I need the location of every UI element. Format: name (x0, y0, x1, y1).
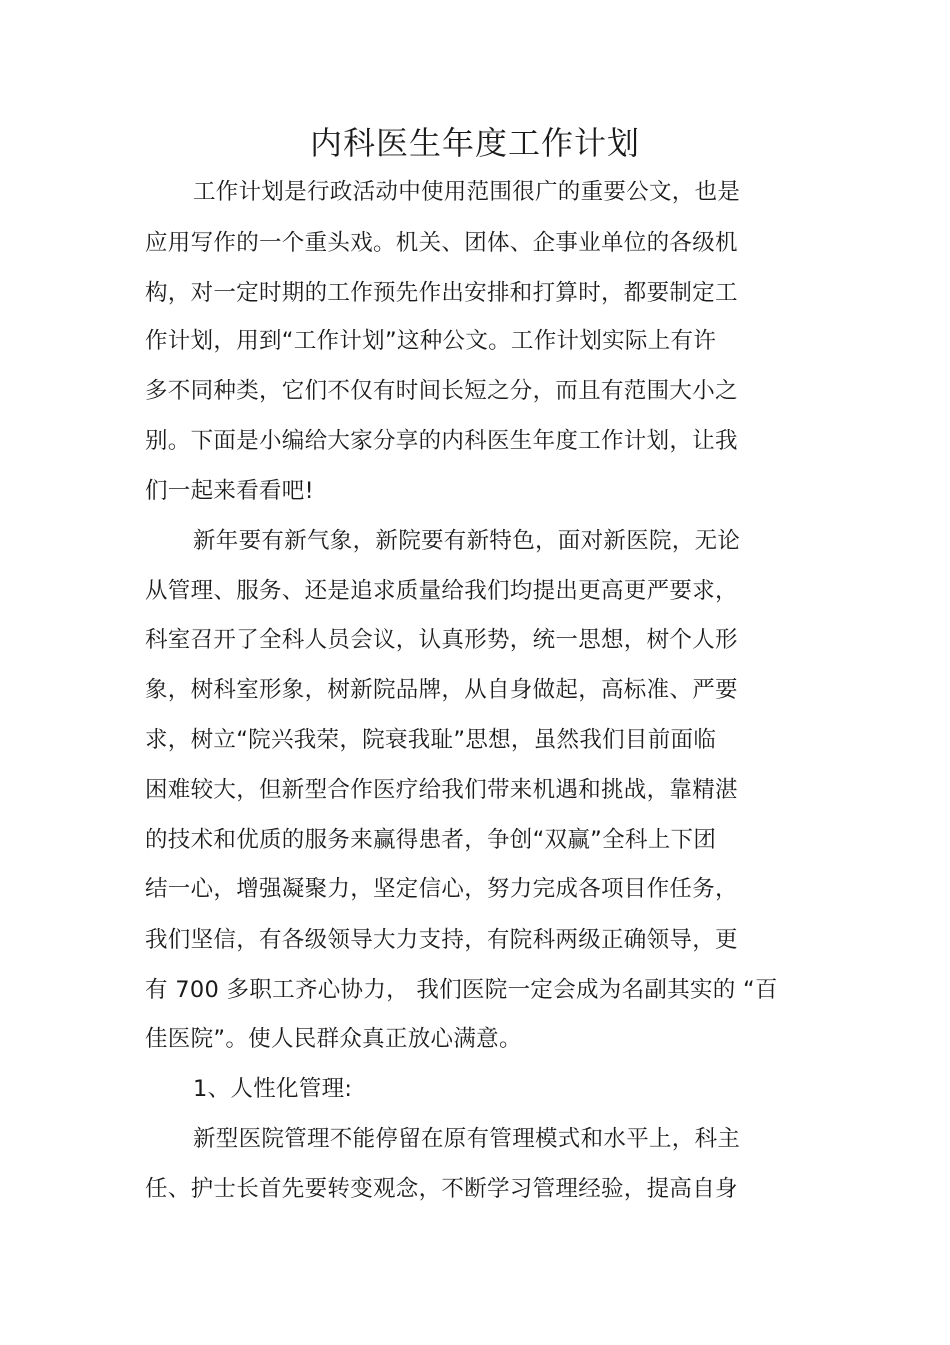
paragraph-line: 任、护士长首先要转变观念，不断学习管理经验，提高自身 (145, 1176, 738, 1202)
paragraph-line: 困难较大，但新型合作医疗给我们带来机遇和挑战，靠精湛 (145, 777, 738, 803)
paragraph-line: 有 700 多职工齐心协力， 我们医院一定会成为名副其实的 “百 (145, 977, 778, 1003)
paragraph-line: 应用写作的一个重头戏。机关、团体、企事业单位的各级机 (145, 230, 738, 256)
paragraph-line: 作计划，用到“工作计划”这种公文。工作计划实际上有许 (145, 328, 717, 354)
paragraph-line: 结一心，增强凝聚力，坚定信心，努力完成各项目作任务， (145, 876, 738, 902)
paragraph-line: 新型医院管理不能停留在原有管理模式和水平上，科主 (193, 1126, 741, 1152)
paragraph-line: 的技术和优质的服务来赢得患者，争创“双赢”全科上下团 (145, 827, 717, 853)
paragraph-line: 求，树立“院兴我荣，院衰我耻”思想，虽然我们目前面临 (145, 727, 717, 753)
paragraph-line: 新年要有新气象，新院要有新特色，面对新医院，无论 (193, 528, 741, 554)
document-title: 内科医生年度工作计划 (309, 124, 640, 162)
paragraph-line: 们一起来看看吧! (145, 478, 314, 504)
paragraph-line: 工作计划是行政活动中使用范围很广的重要公文，也是 (193, 179, 741, 205)
paragraph-line: 别。下面是小编给大家分享的内科医生年度工作计划，让我 (145, 428, 738, 454)
paragraph-line: 佳医院”。使人民群众真正放心满意。 (145, 1026, 522, 1052)
paragraph-line: 从管理、服务、还是追求质量给我们均提出更高更严要求， (145, 578, 738, 604)
paragraph-line: 多不同种类，它们不仅有时间长短之分，而且有范围大小之 (145, 378, 738, 404)
section-heading: 1、人性化管理: (193, 1076, 353, 1102)
paragraph-line: 科室召开了全科人员会议，认真形势，统一思想，树个人形 (145, 627, 738, 653)
paragraph-line: 我们坚信，有各级领导大力支持，有院科两级正确领导，更 (145, 927, 738, 953)
paragraph-line: 象，树科室形象，树新院品牌，从自身做起，高标准、严要 (145, 677, 738, 703)
paragraph-line: 构，对一定时期的工作预先作出安排和打算时，都要制定工 (145, 280, 738, 306)
